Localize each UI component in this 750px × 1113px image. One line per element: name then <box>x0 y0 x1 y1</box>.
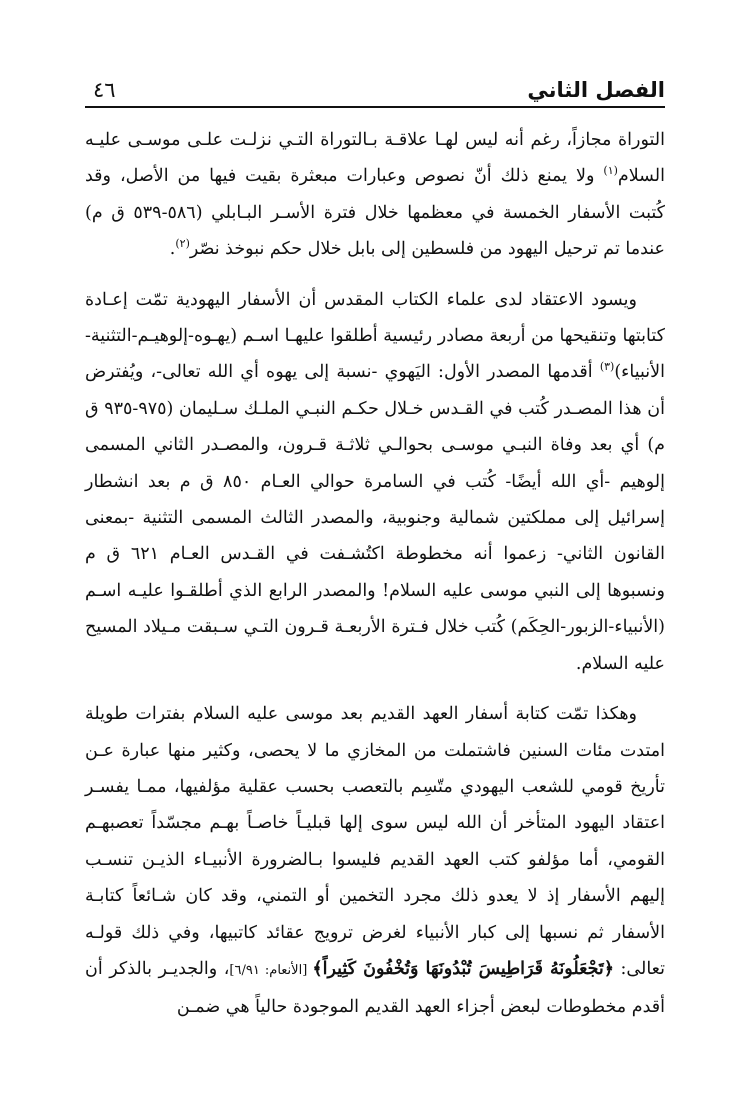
footnote-marker: (١) <box>603 164 618 178</box>
paragraph-text: ، والجديـر بالذكر أن أقدم مخطوطات لبعض أجزاء العهد القديم الموجودة حالياً هي ضمـن <box>85 958 665 1018</box>
verse-citation: [الأنعام: ٦/٩١] <box>229 962 313 978</box>
book-page <box>85 60 665 1040</box>
paragraph-text: ولا يمنع ذلك أنّ نصوص وعبارات مبعثرة بقيت فيها من الأصل، وقد كُتبت الأسفار الخمسة في معظمها خلال فترة الأسـر البـابلي (٥٨٦-٥٣٩ ق م) عندما تم ترحيل اليهود من فلسطين إلى بابل خلال حكم نبوخذ نصّر <box>85 166 665 260</box>
paragraph-text: وهكذا تمّت كتابة أسفار العهد القديم بعد موسى عليه السلام بفترات طويلة امتدت مئات السنين فاشتملت من المخازي ما لا يحصى، وكثير منها عبارة عـن تأريخ قومي للشعب اليهودي متّسِم بالتعصب بحسب عقلية مؤلفيها، ممـا يفسـر اعتقاد اليهود المتأخر أن الله ليس سوى إلها قبليـاً خاصـاً بهـم مجسّداً تعصبهـم القومي، أما مؤلفو كتب العهد القديم فليسوا بـالضرورة الأنبيـاء الذيـن تنسـب إليهم الأسفار إذ لا يعدو ذلك مجرد التخمين أو التمني، وقد كان شـائعاً كتابـة الأسفار ثم نسبها إلى كبار الأنبياء لغرض ترويج عقائد كاتبيها، وفي ذلك قولـه تعالى: <box>85 704 665 979</box>
page-header <box>85 60 665 108</box>
paragraph-2 <box>85 282 665 682</box>
body-text <box>85 122 665 1026</box>
page-number: ٤٦ <box>93 78 116 102</box>
paragraph-text: التوراة مجازاً، رغم أنه ليس لهـا علاقـة بـالتوراة التـي نزلـت علـى موسـى عليـه السلام <box>85 130 665 187</box>
chapter-title: الفصل الثاني <box>527 78 665 102</box>
paragraph-text: أقدمها المصدر الأول: اليَهوي -نسبة إلى يهوه أي الله تعالى-، ويُفترض أن هذا المصـدر كُتب في القـدس خـلال حكـم النبـي الملـك سـليمان (٩٧٥-٩٣٥ ق م) أي بعد وفاة النبـي موسـى بحوالـي ثلاثـة قـرون، والمصـدر الثاني المسمى إلوهيم -أي الله أيضًا- كُتب في السامرة حوالي العـام ٨٥٠ ق م بعد انشطار إسرائيل إلى مملكتين شمالية وجنوبية، والمصدر الثالث المسمى التثنية -بمعنى القانون الثاني- زعموا أنه مخطوطة اكتُشـفت في القـدس العـام ٦٢١ ق م ونسبوها إلى النبي موسى عليه السلام! والمصدر الرابع الذي أطلقـوا عليـه اسـم (الأنبياء-الزبور-الحِكَم) كُتب خلال فـترة الأربعـة قـرون التـي سـبقت مـيلاد المسيح عليه السلام. <box>85 362 666 674</box>
footnote-marker: (٢) <box>175 237 190 251</box>
footnote-marker: (٣) <box>599 360 615 374</box>
paragraph-1 <box>85 122 665 268</box>
paragraph-text: ويسود الاعتقاد لدى علماء الكتاب المقدس أن الأسفار اليهودية تمّت إعـادة كتابتها وتنقيحها من أربعة مصادر رئيسية أطلقوا عليهـا اسـم (يهـوه-إلوهيـم-التثنية-الأنبياء) <box>85 289 665 383</box>
quran-verse: ﴿تَجْعَلُونَهُ قَرَاطِيسَ تُبْدُونَهَا وَتُخْفُونَ كَثِيراً﴾ <box>312 958 615 979</box>
paragraph-text: . <box>169 239 176 260</box>
paragraph-3 <box>85 696 665 1026</box>
